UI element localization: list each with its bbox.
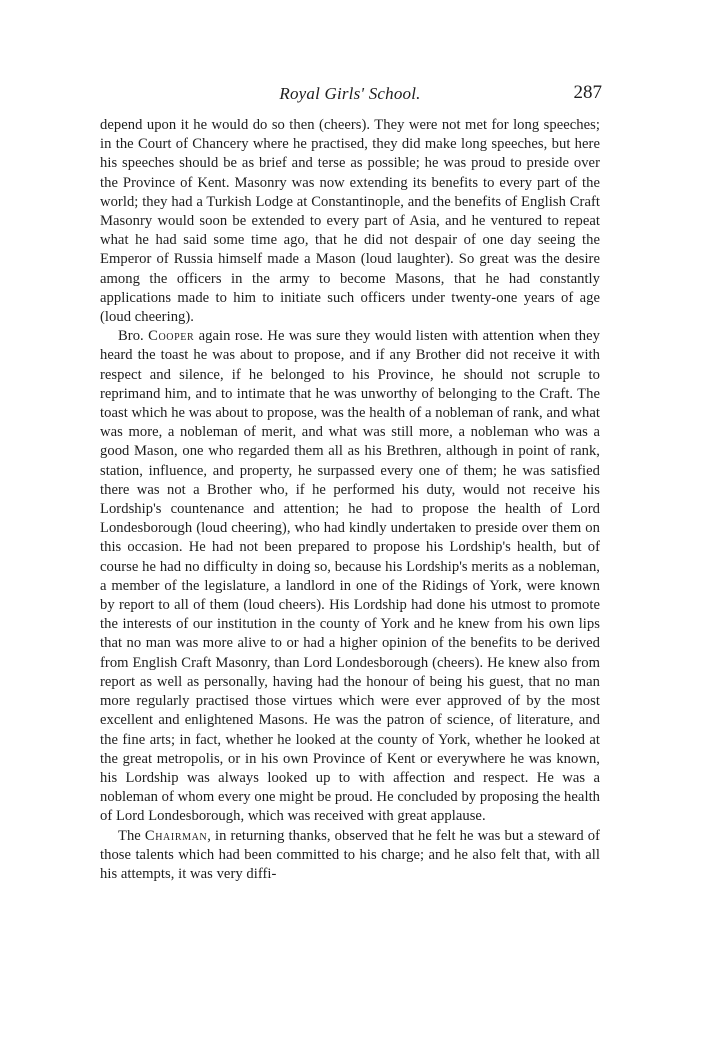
book-page <box>100 84 600 884</box>
paragraph-3-text: , in returning thanks, observed that he felt he was but a steward of those talents which had been committed to his charge; and he also felt that, with all his attempts, it was very diffi- <box>100 827 600 882</box>
paragraph-3-lead: The <box>118 827 145 844</box>
speaker-name-cooper: Cooper <box>148 328 195 345</box>
body-text <box>100 116 600 884</box>
paragraph-1 <box>100 116 600 327</box>
paragraph-2 <box>100 327 600 826</box>
paragraph-2-text: again rose. He was sure they would listen with attention when they heard the toast he was about to propose, and if any Brother did not receive it with respect and silence, if he belonged to his Province, he should not scruple to reprimand him, and to intimate that he was unworthy of belonging to the Craft. The toast which he was about to propose, was the health of a nobleman of rank, and what was more, a nobleman of merit, and what was still more, a nobleman who was a good Mason, one who regarded them all as his Brethren, although in point of rank, station, influence, and property, he surpassed every one of them; he was satisfied there was not a Brother who, if he performed his duty, would not receive his Lordship's countenance and attention; he had to propose the health of Lord Londesborough (loud cheering), who had kindly undertaken to preside over them on this occasion. He had not been prepared to propose his Lordship's health, but of course he had no difficulty in doing so, because his Lordship's merits as a nobleman, a member of the legislature, a landlord in one of the Ridings of York, were known by report to all of them (loud cheers). His Lordship had done his utmost to promote the interests of our institution in the county of York and he knew from his own lips that no man was more alive to or had a higher opinion of the benefits to be derived from English Craft Masonry, than Lord Londesborough (cheers). He knew also from report as well as personally, having had the honour of being his guest, that no man more regularly practised those virtues which were ever approved of by the most excellent and enlightened Masons. He was the patron of science, of literature, and the fine arts; in fact, whether he looked at the county of York, whether he looked at the great metropolis, or in his own Province of Kent or everywhere he was known, his Lordship was always looked up to with affection and respect. He was a nobleman of whom every one might be proud. He concluded by proposing the health of Lord Londesborough, which was received with great applause. <box>100 328 601 825</box>
paragraph-2-lead: Bro. <box>118 328 149 345</box>
paragraph-1-text: depend upon it he would do so then (cheers). They were not met for long speeches; in the Court of Chancery where he practised, they did make long speeches, but here his speeches should be as brief and terse as possible; he was proud to preside over the Province of Kent. Masonry was now extending its benefits to every part of the world; they had a Turkish Lodge at Constantinople, and the benefits of English Craft Masonry would soon be extended to every part of Asia, and he ventured to repeat what he had said some time ago, that he did not despair of one day seeing the Emperor of Russia himself made a Mason (loud laughter). So great was the desire among the officers in the army to become Masons, that he had constantly applications made to him to initiate such officers under twenty-one years of age (loud cheering). <box>100 117 600 326</box>
paragraph-3 <box>100 827 600 885</box>
speaker-name-chairman: Chairman <box>144 827 208 844</box>
running-title: Royal Girls' School. <box>279 84 421 103</box>
running-head <box>100 84 600 110</box>
page-number: 287 <box>573 82 602 103</box>
